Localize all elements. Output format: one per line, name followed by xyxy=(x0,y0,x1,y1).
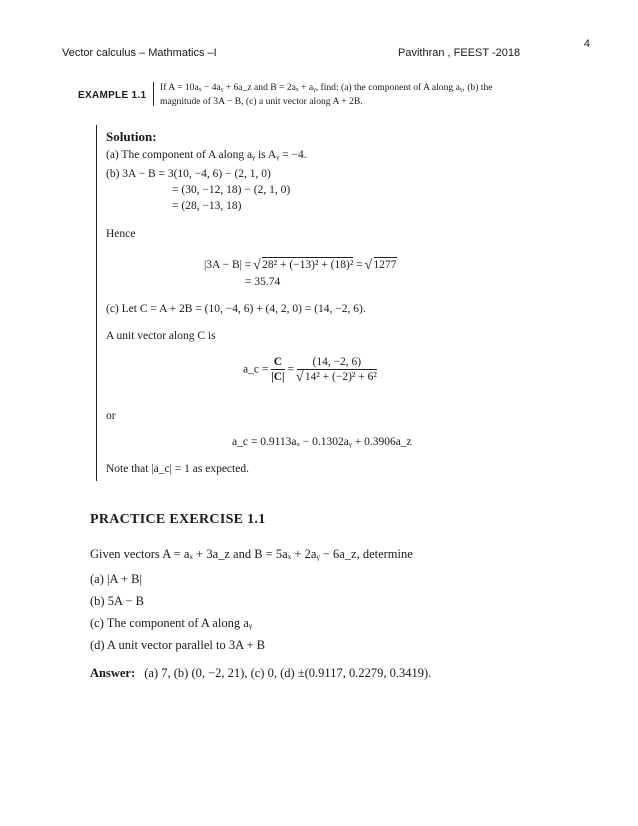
fraction-c-numerator: C xyxy=(271,356,284,370)
practice-heading: PRACTICE EXERCISE 1.1 xyxy=(90,512,266,527)
example-statement-line-2: magnitude of 3A − B, (c) a unit vector along A + 2B. xyxy=(160,96,363,107)
sqrt-sign-icon: √ xyxy=(295,370,304,385)
solution-note: Note that |a_c| = 1 as expected. xyxy=(106,463,249,475)
example-divider xyxy=(153,82,154,106)
magnitude-lhs: |3A − B| = xyxy=(204,259,252,271)
solution-hence: Hence xyxy=(106,228,136,240)
practice-item-b: (b) 5A − B xyxy=(90,594,144,608)
magnitude-decimal: = 35.74 xyxy=(245,276,281,288)
answer-label: Answer: xyxy=(90,666,136,680)
magnitude-result-sqrt xyxy=(366,259,397,271)
unit-vector-equation xyxy=(243,356,377,383)
page-number: 4 xyxy=(583,38,590,50)
unit-vector-lhs: a_c = xyxy=(243,363,269,376)
solution-or: or xyxy=(106,410,116,422)
solution-part-b-line-2: = (30, −12, 18) − (2, 1, 0) xyxy=(172,184,291,196)
magnitude-sqrt xyxy=(254,259,353,271)
practice-item-c: (c) The component of A along aᵧ xyxy=(90,616,253,630)
fraction-c-over-mag xyxy=(271,356,284,383)
denominator-radicand: 14² + (−2)² + 6² xyxy=(304,371,377,383)
example-label: EXAMPLE 1.1 xyxy=(78,90,147,101)
magnitude-equation xyxy=(204,259,397,271)
practice-item-a: (a) |A + B| xyxy=(90,572,142,586)
practice-intro: Given vectors A = aₓ + 3a_z and B = 5aₓ + 2aᵧ − 6a_z, determine xyxy=(90,547,413,561)
solution-part-a: (a) The component of A along aᵧ is Aᵧ = −4. xyxy=(106,149,307,161)
fraction-c-denominator: |C| xyxy=(271,371,285,383)
solution-margin-rule xyxy=(96,125,97,481)
unit-vector-equals: = xyxy=(287,363,294,376)
magnitude-radicand: 28² + (−13)² + (18)² xyxy=(262,259,354,271)
sqrt-sign-icon: √ xyxy=(253,258,261,273)
solution-part-b-line-1: (b) 3A − B = 3(10, −4, 6) − (2, 1, 0) xyxy=(106,168,271,180)
practice-item-d: (d) A unit vector parallel to 3A + B xyxy=(90,638,266,652)
magnitude-result-radicand: 1277 xyxy=(373,259,397,271)
fraction-components-denominator xyxy=(297,370,377,383)
fraction-components-numerator: (14, −2, 6) xyxy=(297,356,377,370)
practice-answer xyxy=(90,666,431,681)
unit-vector-result: a_c = 0.9113aₓ − 0.1302aᵧ + 0.3906a_z xyxy=(232,436,412,448)
fraction-components xyxy=(297,356,377,383)
header-author: Pavithran , FEEST -2018 xyxy=(398,47,521,59)
sqrt-sign-icon: √ xyxy=(364,258,373,273)
example-statement-line-1: If A = 10aₓ − 4aᵧ + 6a_z and B = 2aₓ + aᵧ, find: (a) the component of A along aᵧ, (b) the xyxy=(160,82,493,93)
magnitude-equals: = xyxy=(356,259,363,271)
solution-part-b-line-3: = (28, −13, 18) xyxy=(172,200,242,212)
answer-text: (a) 7, (b) (0, −2, 21), (c) 0, (d) ±(0.9117, 0.2279, 0.3419). xyxy=(144,666,432,680)
solution-part-c: (c) Let C = A + 2B = (10, −4, 6) + (4, 2, 0) = (14, −2, 6). xyxy=(106,303,366,315)
solution-unit-vector-text: A unit vector along C is xyxy=(106,330,216,342)
header-course-title: Vector calculus – Mathmatics –I xyxy=(62,47,217,59)
denominator-sqrt xyxy=(297,371,377,383)
solution-heading: Solution: xyxy=(106,129,157,144)
